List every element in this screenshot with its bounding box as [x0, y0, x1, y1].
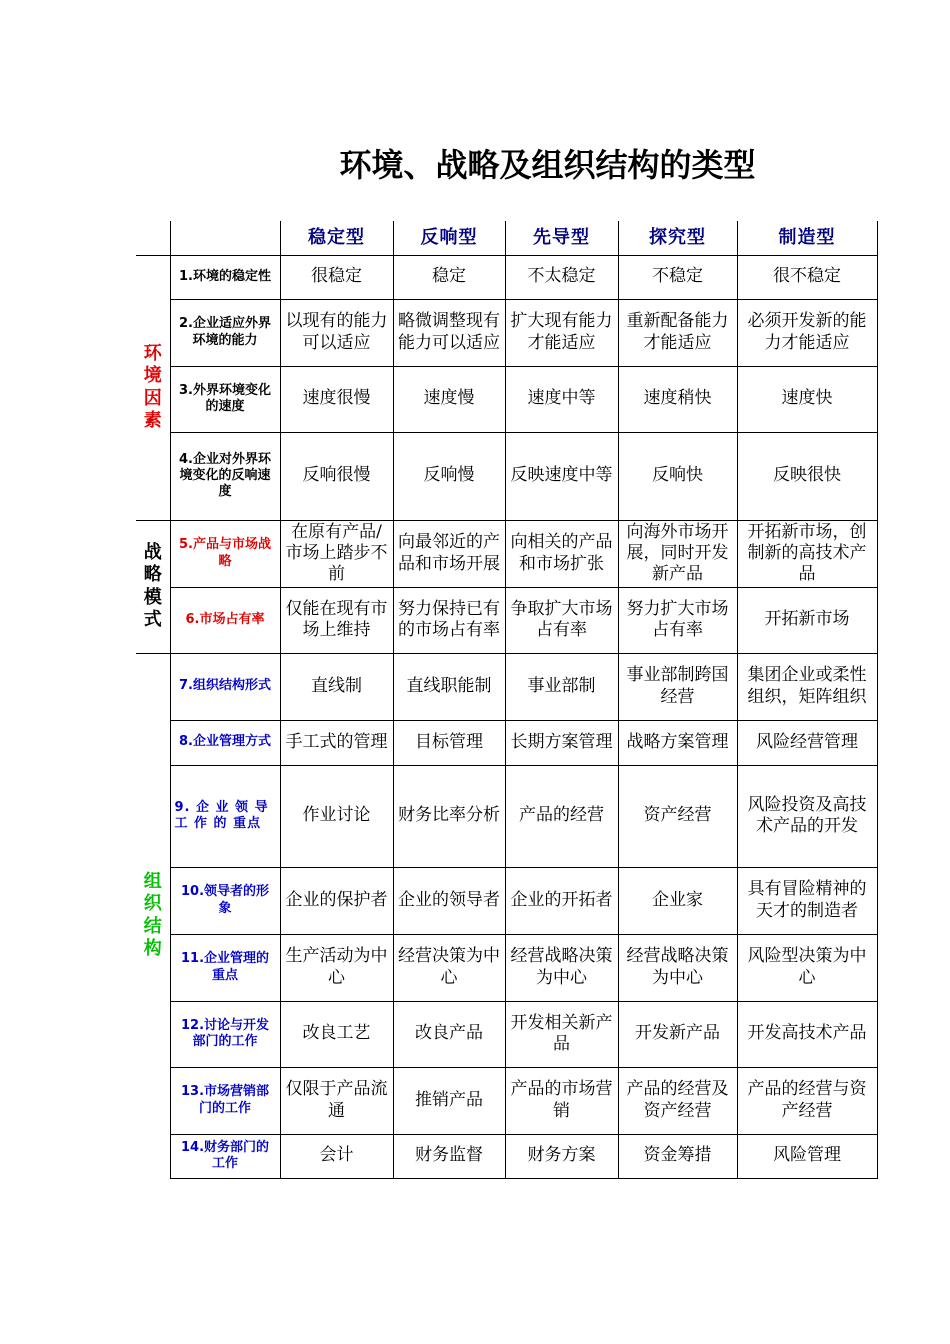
table-cell: 具有冒险精神的天才的制造者	[737, 867, 877, 934]
table-cell: 企业的保护者	[280, 867, 393, 934]
table-cell: 改良产品	[393, 1001, 505, 1067]
table-cell: 开发高技术产品	[737, 1001, 877, 1067]
table-cell: 在原有产品/市场上踏步不前	[280, 520, 393, 587]
table-cell: 风险投资及高技术产品的开发	[737, 765, 877, 867]
table-cell: 集团企业或柔性组织，矩阵组织	[737, 653, 877, 720]
table-cell: 事业部制跨国经营	[618, 653, 737, 720]
table-cell: 反响慢	[393, 432, 505, 520]
page-title: 环境、战略及组织结构的类型	[339, 146, 756, 184]
table-cell: 仅限于产品流通	[280, 1067, 393, 1134]
table-cell: 资产经营	[618, 765, 737, 867]
table-cell: 生产活动为中心	[280, 934, 393, 1001]
table-cell: 企业的领导者	[393, 867, 505, 934]
table-cell: 不稳定	[618, 255, 737, 299]
table-cell: 仅能在现有市场上维持	[280, 587, 393, 653]
table-cell: 经营决策为中心	[393, 934, 505, 1001]
table-cell: 长期方案管理	[505, 720, 618, 765]
table-cell: 财务方案	[505, 1134, 618, 1178]
table-cell: 经营战略决策为中心	[618, 934, 737, 1001]
table-row	[136, 432, 877, 520]
table-cell: 风险型决策为中心	[737, 934, 877, 1001]
table-cell: 产品的市场营销	[505, 1067, 618, 1134]
table-row	[136, 587, 877, 653]
table-cell: 向海外市场开展，同时开发新产品	[618, 520, 737, 587]
types-table	[136, 221, 878, 1179]
column-header-leading: 先导型	[505, 221, 618, 255]
table-cell: 产品的经营	[505, 765, 618, 867]
table-cell: 速度中等	[505, 366, 618, 432]
table-cell: 速度快	[737, 366, 877, 432]
table-row	[136, 1134, 877, 1178]
table-cell: 目标管理	[393, 720, 505, 765]
table-cell: 略微调整现有能力可以适应	[393, 299, 505, 366]
corner-cell	[136, 221, 170, 255]
table-row	[136, 765, 877, 867]
table-cell: 企业的开拓者	[505, 867, 618, 934]
table-cell: 战略方案管理	[618, 720, 737, 765]
table-cell: 向最邻近的产品和市场开展	[393, 520, 505, 587]
table-cell: 资金筹措	[618, 1134, 737, 1178]
table-cell: 向相关的产品和市场扩张	[505, 520, 618, 587]
table-cell: 作业讨论	[280, 765, 393, 867]
table-row	[136, 1001, 877, 1067]
table-row	[136, 366, 877, 432]
table-cell: 速度慢	[393, 366, 505, 432]
table-row	[136, 299, 877, 366]
row-label: 3.外界环境变化的速度	[170, 366, 280, 432]
table-cell: 事业部制	[505, 653, 618, 720]
group-label-environment: 环境因素	[136, 255, 170, 520]
table-row	[136, 255, 877, 299]
row-label: 4.企业对外界环境变化的反响速度	[170, 432, 280, 520]
table-cell: 财务比率分析	[393, 765, 505, 867]
column-header-reactive: 反响型	[393, 221, 505, 255]
table-cell: 反响快	[618, 432, 737, 520]
table-cell: 速度稍快	[618, 366, 737, 432]
corner-cell	[170, 221, 280, 255]
header-row	[136, 221, 877, 255]
table-cell: 会计	[280, 1134, 393, 1178]
table-cell: 企业家	[618, 867, 737, 934]
table-cell: 以现有的能力可以适应	[280, 299, 393, 366]
table-cell: 开发新产品	[618, 1001, 737, 1067]
row-label: 7.组织结构形式	[170, 653, 280, 720]
table-cell: 很不稳定	[737, 255, 877, 299]
table-cell: 开拓新市场，创制新的高技术产品	[737, 520, 877, 587]
table-cell: 开发相关新产品	[505, 1001, 618, 1067]
table-cell: 稳定	[393, 255, 505, 299]
table-cell: 手工式的管理	[280, 720, 393, 765]
table-cell: 直线职能制	[393, 653, 505, 720]
table-cell: 经营战略决策为中心	[505, 934, 618, 1001]
table-row	[136, 934, 877, 1001]
table-cell: 反响很慢	[280, 432, 393, 520]
table-row	[136, 653, 877, 720]
table-cell: 努力扩大市场占有率	[618, 587, 737, 653]
table-cell: 财务监督	[393, 1134, 505, 1178]
column-header-stable: 稳定型	[280, 221, 393, 255]
table-cell: 反映速度中等	[505, 432, 618, 520]
column-header-creating: 制造型	[737, 221, 877, 255]
table-cell: 不太稳定	[505, 255, 618, 299]
row-label: 5.产品与市场战略	[170, 520, 280, 587]
table-cell: 风险管理	[737, 1134, 877, 1178]
row-label: 13.市场营销部门的工作	[170, 1067, 280, 1134]
table-cell: 直线制	[280, 653, 393, 720]
row-label: 6.市场占有率	[170, 587, 280, 653]
table-row	[136, 1067, 877, 1134]
group-label-strategy: 战略模式	[136, 520, 170, 653]
table-cell: 努力保持已有的市场占有率	[393, 587, 505, 653]
table-cell: 很稳定	[280, 255, 393, 299]
table-cell: 风险经营管理	[737, 720, 877, 765]
table-row	[136, 720, 877, 765]
row-label: 8.企业管理方式	[170, 720, 280, 765]
table-cell: 推销产品	[393, 1067, 505, 1134]
table-cell: 必须开发新的能力才能适应	[737, 299, 877, 366]
table-cell: 产品的经营及资产经营	[618, 1067, 737, 1134]
table-row	[136, 520, 877, 587]
row-label: 12.讨论与开发部门的工作	[170, 1001, 280, 1067]
table-cell: 争取扩大市场占有率	[505, 587, 618, 653]
row-label: 10.领导者的形象	[170, 867, 280, 934]
row-label: 11.企业管理的重点	[170, 934, 280, 1001]
group-label-organization: 组织结构	[136, 653, 170, 1178]
row-label: 14.财务部门的工作	[170, 1134, 280, 1178]
table-cell: 改良工艺	[280, 1001, 393, 1067]
row-label: 2.企业适应外界环境的能力	[170, 299, 280, 366]
table-cell: 反映很快	[737, 432, 877, 520]
row-label: 1.环境的稳定性	[170, 255, 280, 299]
table-cell: 速度很慢	[280, 366, 393, 432]
table-cell: 开拓新市场	[737, 587, 877, 653]
table-cell: 重新配备能力才能适应	[618, 299, 737, 366]
table-cell: 扩大现有能力才能适应	[505, 299, 618, 366]
column-header-exploring: 探究型	[618, 221, 737, 255]
row-label: 9. 企 业 领 导 工 作 的 重点	[170, 765, 280, 867]
table-row	[136, 867, 877, 934]
table-cell: 产品的经营与资产经营	[737, 1067, 877, 1134]
